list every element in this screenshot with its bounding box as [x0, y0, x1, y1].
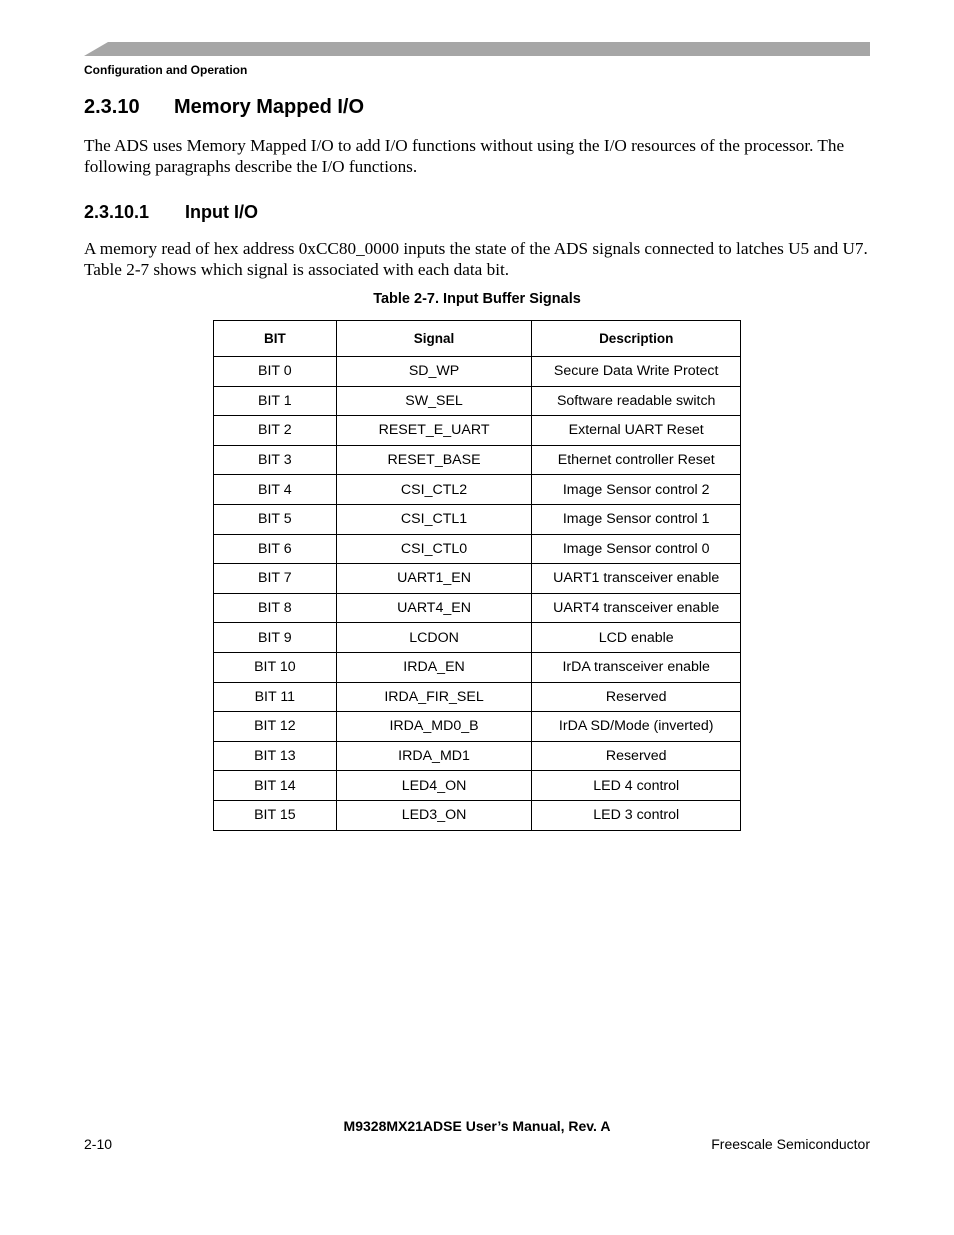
cell-bit: BIT 1: [214, 386, 337, 416]
table-header-row: [214, 321, 741, 357]
cell-signal: LED4_ON: [336, 771, 532, 801]
cell-bit: BIT 5: [214, 504, 337, 534]
cell-description: IrDA SD/Mode (inverted): [532, 712, 741, 742]
cell-description: IrDA transceiver enable: [532, 652, 741, 682]
table-row: [214, 534, 741, 564]
cell-signal: IRDA_MD0_B: [336, 712, 532, 742]
input-buffer-signals-table: [213, 320, 741, 831]
table-row: [214, 564, 741, 594]
table-row: [214, 682, 741, 712]
cell-bit: BIT 0: [214, 357, 337, 387]
cell-bit: BIT 10: [214, 652, 337, 682]
footer-page-number: 2-10: [84, 1136, 113, 1152]
cell-signal: SW_SEL: [336, 386, 532, 416]
cell-description: UART1 transceiver enable: [532, 564, 741, 594]
cell-signal: IRDA_FIR_SEL: [336, 682, 532, 712]
section-number: 2.3.10: [84, 96, 140, 118]
cell-signal: CSI_CTL0: [336, 534, 532, 564]
cell-bit: BIT 13: [214, 741, 337, 771]
cell-description: LCD enable: [532, 623, 741, 653]
cell-description: Reserved: [532, 741, 741, 771]
column-header-description: Description: [532, 321, 741, 357]
cell-description: LED 4 control: [532, 771, 741, 801]
subsection-heading: [84, 202, 258, 223]
section-title: Memory Mapped I/O: [174, 96, 365, 118]
subsection-title: Input I/O: [185, 202, 258, 222]
cell-description: Ethernet controller Reset: [532, 445, 741, 475]
cell-signal: IRDA_MD1: [336, 741, 532, 771]
cell-description: Image Sensor control 1: [532, 504, 741, 534]
cell-bit: BIT 12: [214, 712, 337, 742]
cell-bit: BIT 3: [214, 445, 337, 475]
table-row: [214, 712, 741, 742]
cell-signal: RESET_BASE: [336, 445, 532, 475]
section-paragraph: The ADS uses Memory Mapped I/O to add I/O functions without using the I/O resources of the processor. The following paragraphs describe the I/O functions.: [84, 136, 845, 176]
cell-bit: BIT 6: [214, 534, 337, 564]
table-row: [214, 416, 741, 446]
cell-signal: UART4_EN: [336, 593, 532, 623]
table-row: [214, 593, 741, 623]
header-bar: [84, 42, 870, 56]
cell-signal: LCDON: [336, 623, 532, 653]
table-row: [214, 504, 741, 534]
running-head: Configuration and Operation: [84, 63, 248, 77]
cell-signal: CSI_CTL2: [336, 475, 532, 505]
table-row: [214, 652, 741, 682]
subsection-number: 2.3.10.1: [84, 202, 150, 222]
cell-description: External UART Reset: [532, 416, 741, 446]
cell-signal: UART1_EN: [336, 564, 532, 594]
section-heading: [84, 96, 364, 119]
table-row: [214, 771, 741, 801]
footer-company: Freescale Semiconductor: [711, 1136, 870, 1152]
column-header-bit: BIT: [214, 321, 337, 357]
cell-signal: LED3_ON: [336, 800, 532, 830]
cell-bit: BIT 8: [214, 593, 337, 623]
cell-description: LED 3 control: [532, 800, 741, 830]
column-header-signal: Signal: [336, 321, 532, 357]
cell-bit: BIT 4: [214, 475, 337, 505]
table-row: [214, 741, 741, 771]
cell-bit: BIT 15: [214, 800, 337, 830]
cell-description: Reserved: [532, 682, 741, 712]
cell-bit: BIT 11: [214, 682, 337, 712]
cell-description: UART4 transceiver enable: [532, 593, 741, 623]
table-row: [214, 357, 741, 387]
table-row: [214, 623, 741, 653]
subsection-paragraph: A memory read of hex address 0xCC80_0000 inputs the state of the ADS signals connected to latches U5 and U7. Table 2-7 shows which signal is associated with each data bit.: [84, 239, 868, 279]
table-row: [214, 800, 741, 830]
cell-signal: IRDA_EN: [336, 652, 532, 682]
cell-description: Image Sensor control 2: [532, 475, 741, 505]
table-row: [214, 386, 741, 416]
cell-description: Image Sensor control 0: [532, 534, 741, 564]
cell-description: Secure Data Write Protect: [532, 357, 741, 387]
cell-bit: BIT 2: [214, 416, 337, 446]
cell-bit: BIT 7: [214, 564, 337, 594]
cell-signal: CSI_CTL1: [336, 504, 532, 534]
cell-bit: BIT 9: [214, 623, 337, 653]
table-row: [214, 445, 741, 475]
cell-signal: SD_WP: [336, 357, 532, 387]
cell-signal: RESET_E_UART: [336, 416, 532, 446]
footer-manual-title: M9328MX21ADSE User’s Manual, Rev. A: [343, 1118, 611, 1134]
table-row: [214, 475, 741, 505]
cell-description: Software readable switch: [532, 386, 741, 416]
table-caption: Table 2-7. Input Buffer Signals: [373, 291, 581, 307]
cell-bit: BIT 14: [214, 771, 337, 801]
